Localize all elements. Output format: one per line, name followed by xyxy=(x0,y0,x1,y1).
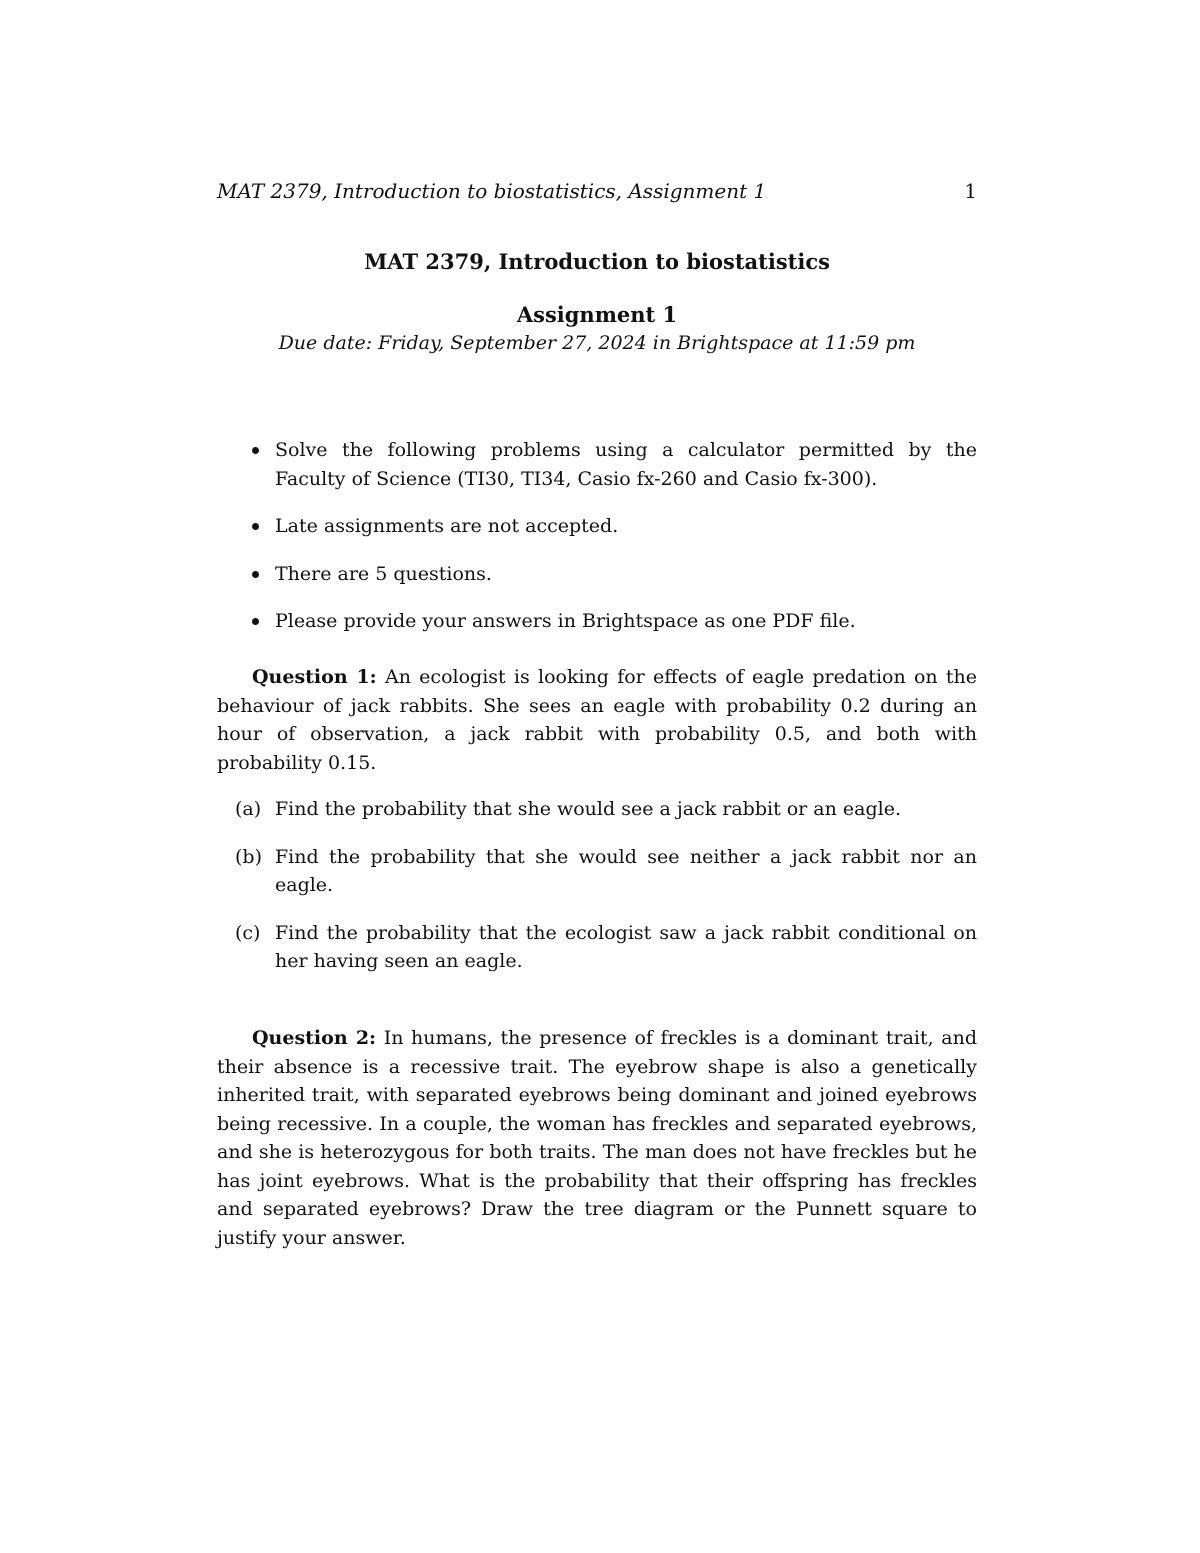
part-text: Find the probability that she would see neither a jack rabbit nor an eagle. xyxy=(275,845,977,896)
bullet-icon xyxy=(252,523,259,530)
bullet-icon xyxy=(252,618,259,625)
instruction-text: Solve the following problems using a calculator permitted by the Faculty of Science (TI30, TI34, Casio fx-260 and Casio fx-300). xyxy=(275,439,977,490)
question-1-parts xyxy=(217,795,977,976)
instruction-item xyxy=(217,560,977,589)
question-2-label: Question 2: xyxy=(252,1027,377,1049)
instruction-item xyxy=(217,512,977,541)
assignment-title: Assignment 1 xyxy=(516,302,678,327)
instruction-text: Late assignments are not accepted. xyxy=(275,515,619,537)
part-label: (b) xyxy=(235,845,262,868)
question-2-stem xyxy=(217,1024,977,1252)
instruction-text: Please provide your answers in Brightspace as one PDF file. xyxy=(275,610,856,632)
question-2 xyxy=(217,1024,977,1252)
question-1-stem xyxy=(217,663,977,777)
question-1-text: An ecologist is looking for effects of eagle predation on the behaviour of jack rabbits. She sees an eagle with probability 0.2 during an hour of observation, a jack rabbit with probability 0.5, and both with probability 0.15. xyxy=(217,666,977,774)
due-date: Due date: Friday, September 27, 2024 in Brightspace at 11:59 pm xyxy=(278,332,916,354)
question-1 xyxy=(217,663,977,995)
instruction-item xyxy=(217,436,977,493)
question-1-label: Question 1: xyxy=(252,666,377,688)
question-2-text: In humans, the presence of freckles is a dominant trait, and their absence is a recessive trait. The eyebrow shape is also a genetically inherited trait, with separated eyebrows being dominant and joined eyebrows being recessive. In a couple, the woman has freckles and separated eyebrows, and she is heterozygous for both traits. The man does not have freckles but he has joint eyebrows. What is the probability that their offspring has freckles and separated eyebrows? Draw the tree diagram or the Punnett square to justify your answer. xyxy=(217,1027,977,1249)
instruction-text: There are 5 questions. xyxy=(275,562,492,585)
part-label: (a) xyxy=(235,798,262,820)
part-label: (c) xyxy=(235,921,261,944)
question-part xyxy=(217,843,977,900)
part-text: Find the probability that she would see a jack rabbit or an eagle. xyxy=(275,798,901,820)
bullet-icon xyxy=(252,447,259,454)
instructions-list xyxy=(217,436,977,655)
part-text: Find the probability that the ecologist saw a jack rabbit conditional on her having seen an eagle. xyxy=(275,921,977,972)
bullet-icon xyxy=(252,571,259,578)
question-part xyxy=(217,919,977,976)
course-title: MAT 2379, Introduction to biostatistics xyxy=(364,249,830,274)
running-head: MAT 2379, Introduction to biostatistics, Assignment 1 xyxy=(217,179,767,203)
instruction-item xyxy=(217,607,977,636)
question-part xyxy=(217,795,977,824)
title-block xyxy=(217,245,977,356)
page-number: 1 xyxy=(964,179,977,203)
